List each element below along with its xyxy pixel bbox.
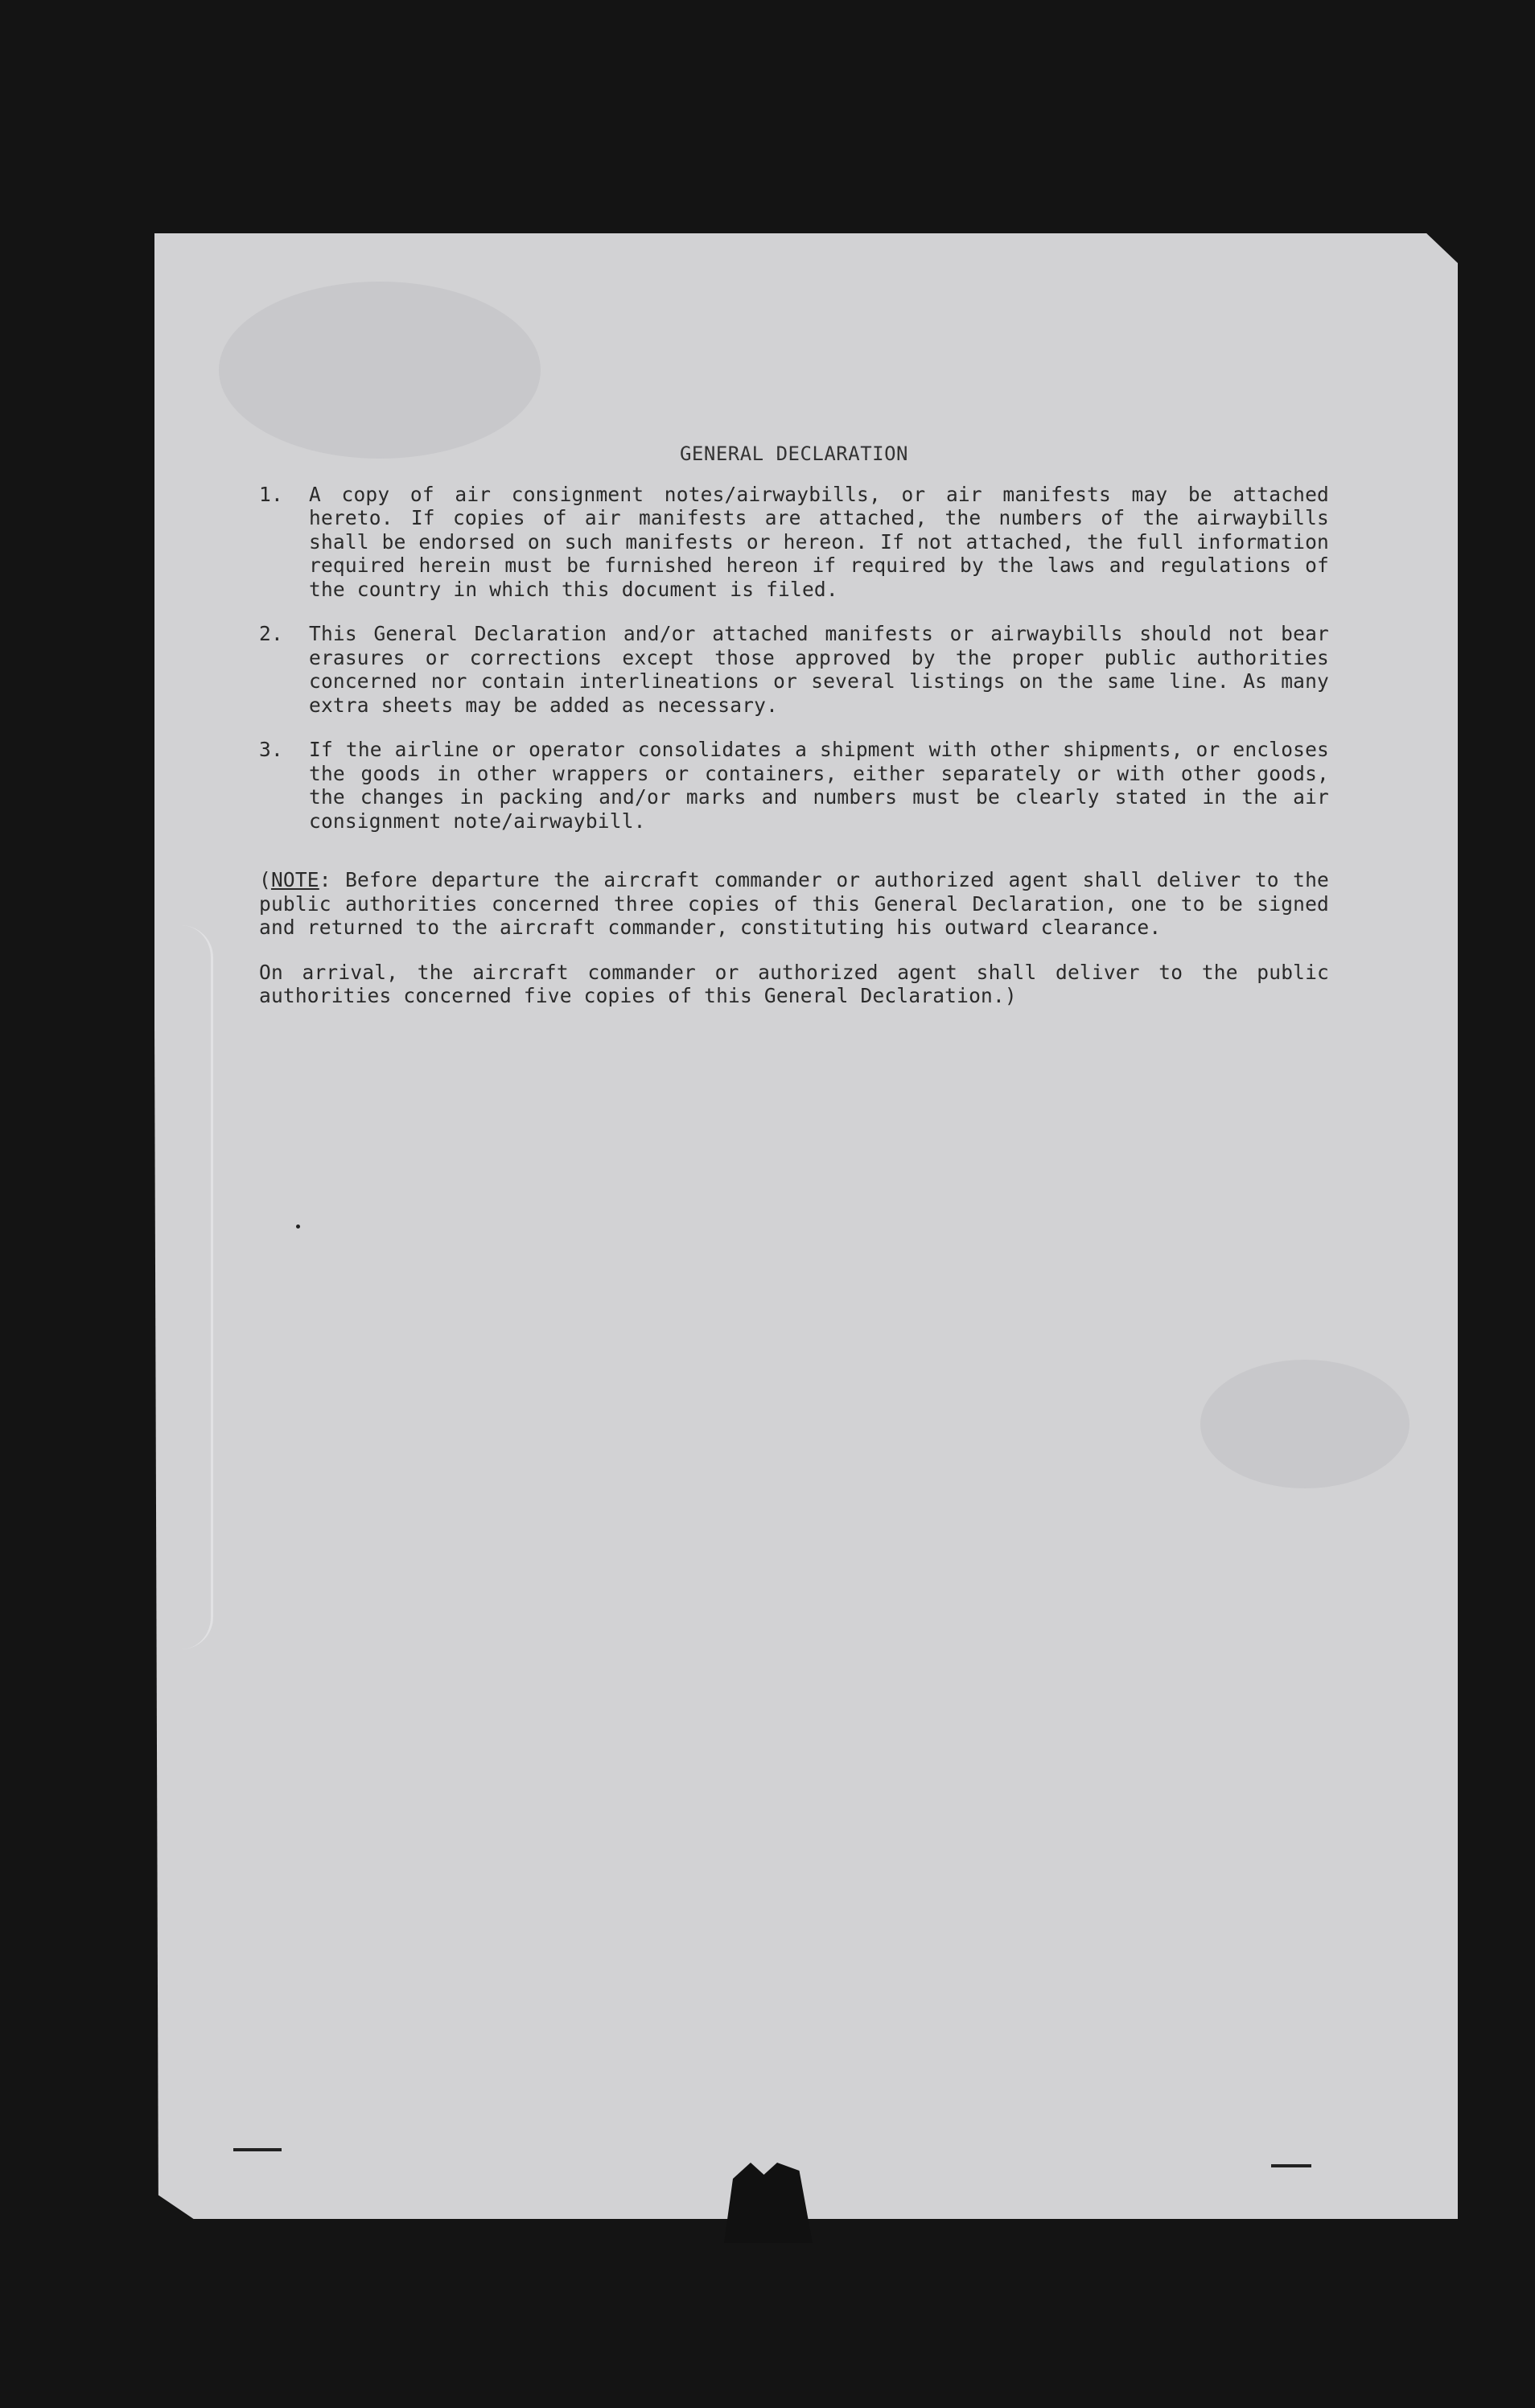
item-number: 1. [259, 482, 283, 506]
paper-fold-edge [163, 925, 213, 1649]
arrival-paragraph: On arrival, the aircraft commander or authorized agent shall deliver to the public authorities concerned five copies of this General Declaration.) [259, 960, 1329, 1007]
paper-stain [219, 282, 541, 459]
paper-stain [1200, 1360, 1409, 1488]
item-number: 3. [259, 738, 283, 761]
item-number: 2. [259, 622, 283, 645]
document-title: GENERAL DECLARATION [679, 442, 909, 465]
note-open-paren: ( [259, 868, 271, 891]
list-item [259, 483, 1329, 602]
note-label: NOTE [270, 868, 319, 891]
item-text: A copy of air consignment notes/airwaybills, or air manifests may be attached hereto. If copies of air manifests are attached, the numbers of the airwaybills shall be endorsed on such manifests or hereon. If not attached, the full information required herein must be furnished hereon if required by the laws and regulations of the country in which this document is filed. [309, 482, 1329, 601]
note-paragraph [259, 868, 1329, 940]
declaration-text [259, 442, 1329, 1008]
torn-hole [724, 2163, 813, 2243]
note-text: Before departure the aircraft commander or authorized agent shall deliver to the public authorities concerned three copies of this General Declaration, one to be signed and returned to the aircraft commander, constituting his outward clearance. [259, 868, 1329, 939]
list-item [259, 622, 1329, 717]
note-colon: : [319, 868, 331, 891]
scan-speck [296, 1225, 300, 1229]
item-text: If the airline or operator consolidates a shipment with other shipments, or encloses the goods in other wrappers or containers, either separately or with other goods, the changes in packing and/or marks and numbers must be clearly stated in the air consignment note/airwaybill. [309, 738, 1329, 833]
list-item [259, 738, 1329, 833]
item-text: This General Declaration and/or attached manifests or airwaybills should not bear erasures or corrections except those approved by the proper public authorities concerned nor contain interlineations or several listings on the same line. As many extra sheets may be added as necessary. [309, 622, 1329, 717]
scan-speck [233, 2148, 282, 2151]
scan-speck [1271, 2164, 1311, 2167]
